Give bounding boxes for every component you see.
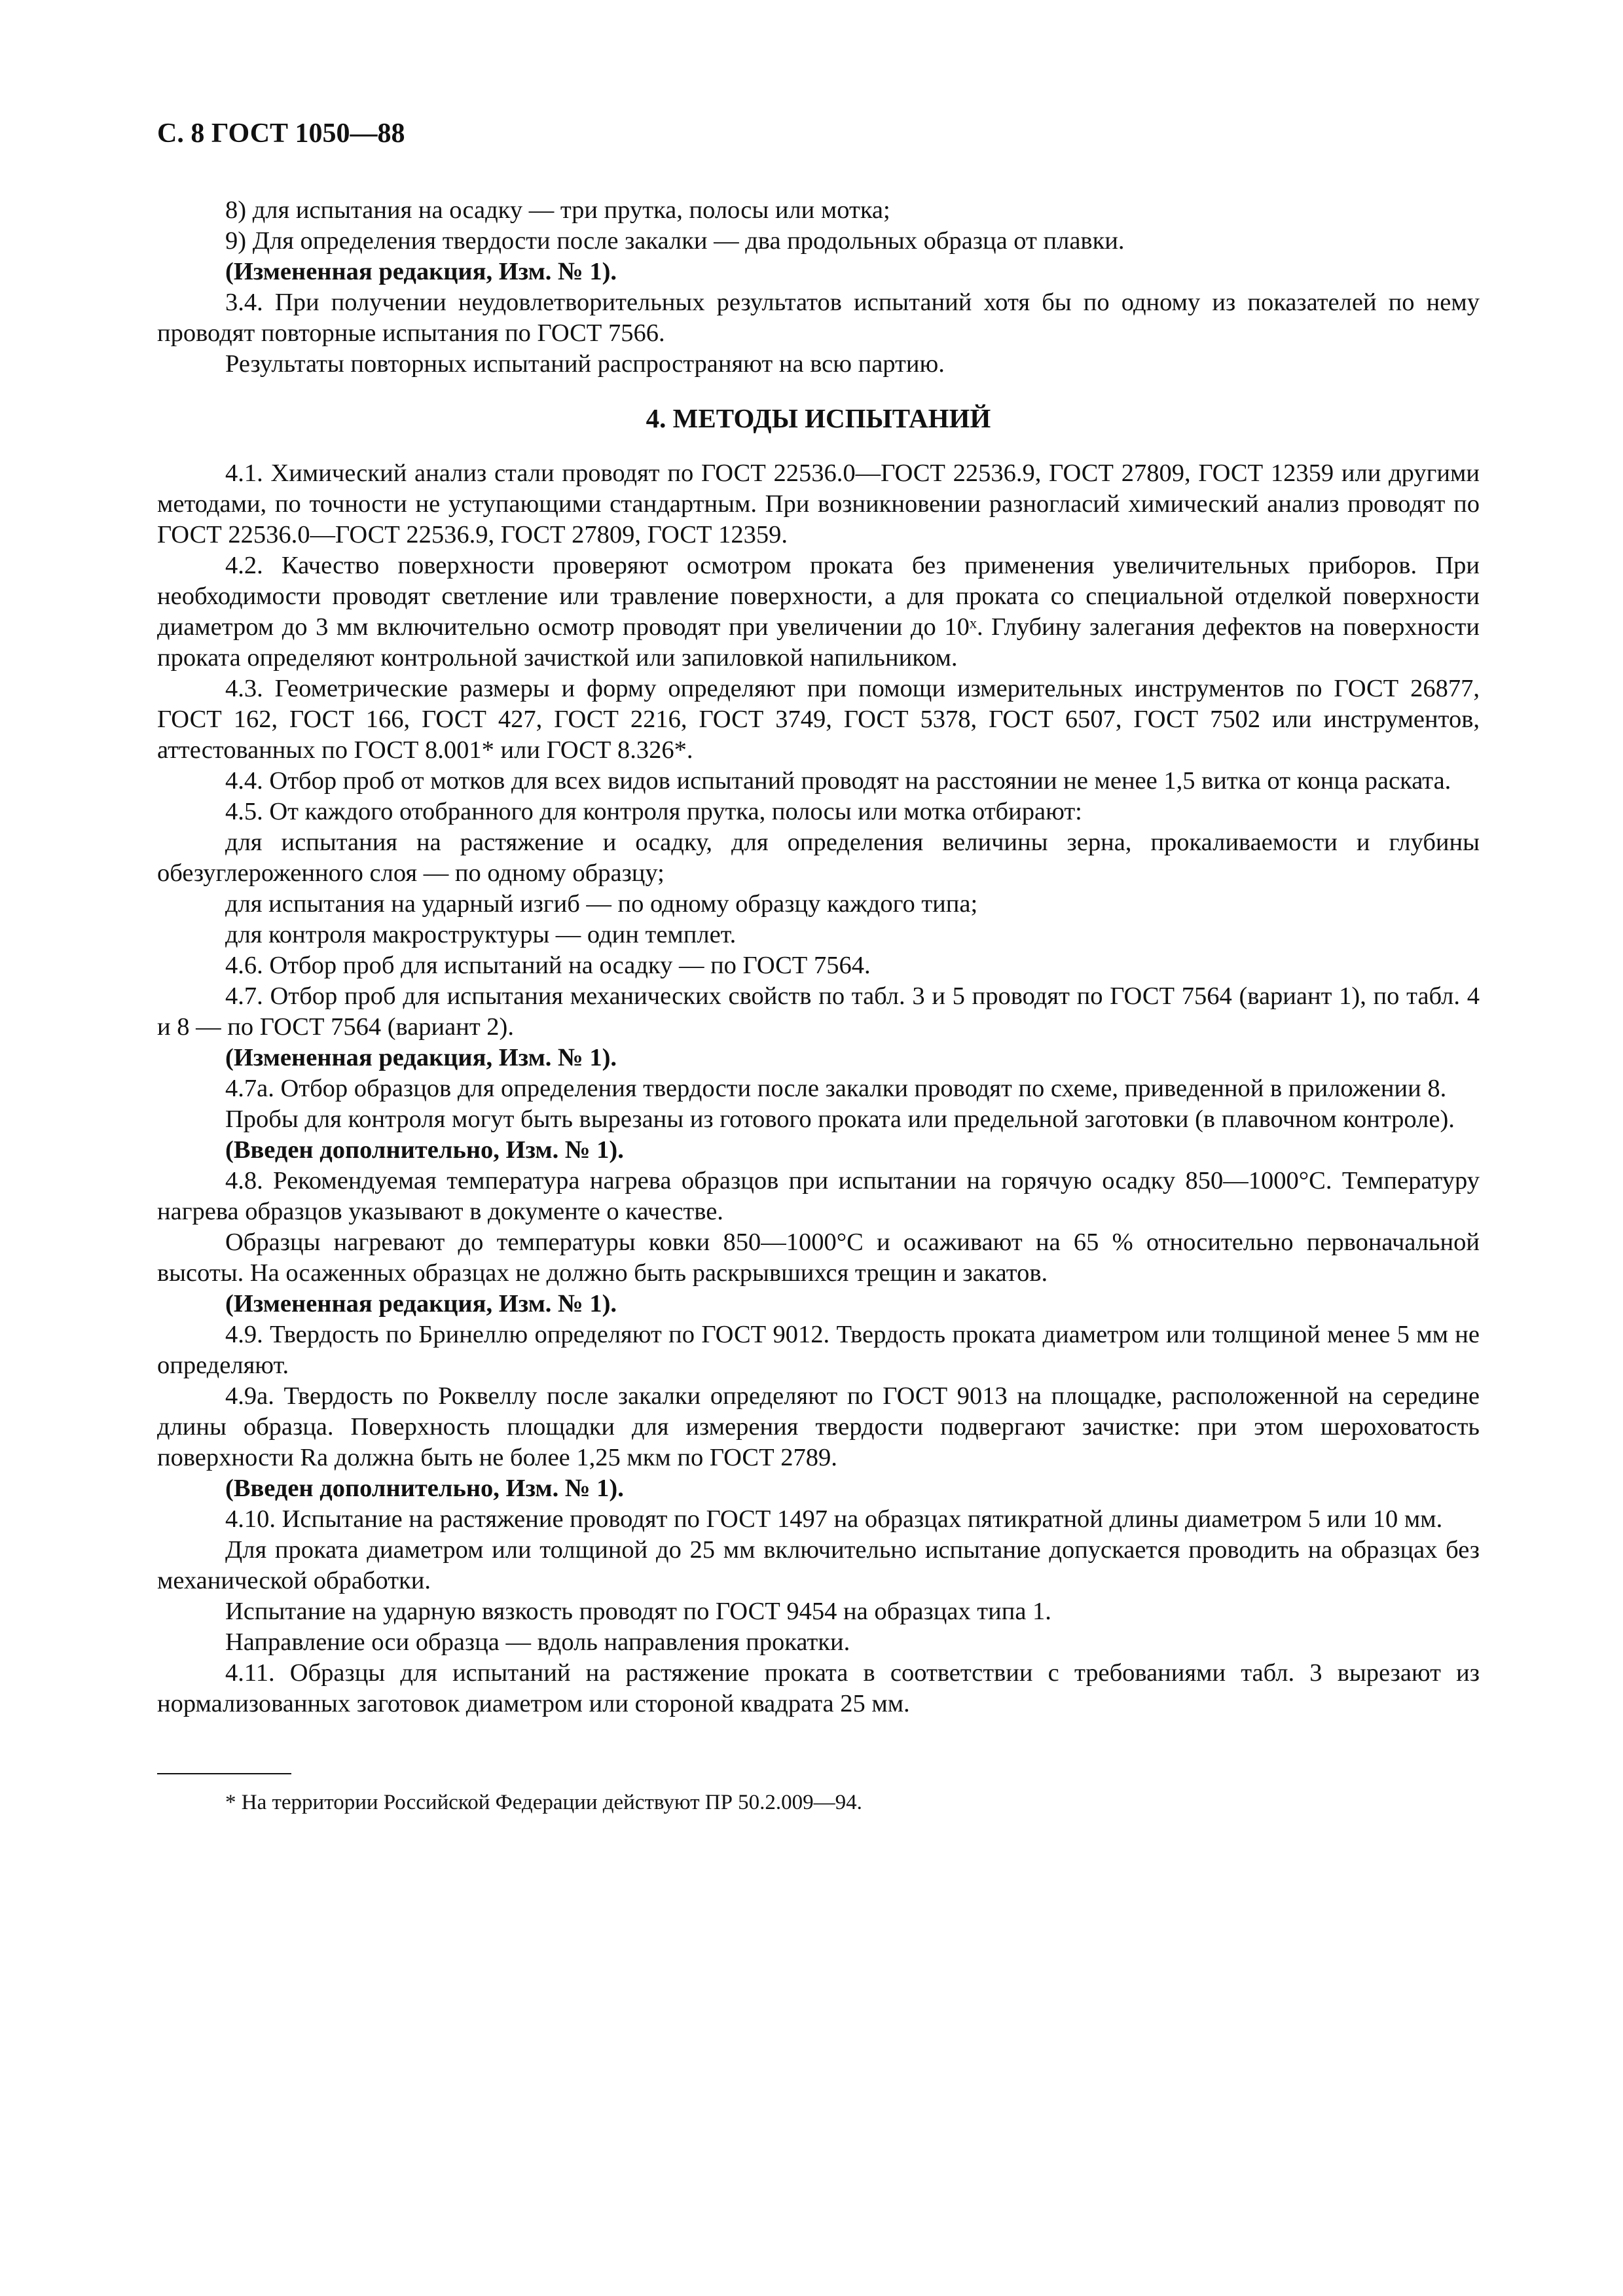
footnote-divider [157,1773,291,1774]
paragraph: 8) для испытания на осадку — три прутка, полосы или мотка; [225,196,890,224]
section-heading: 4. МЕТОДЫ ИСПЫТАНИЙ [646,403,991,433]
paragraph: 4.2. Качество поверхности проверяют осмотром проката без применения увеличительных приборов. При необходимости проводят светление или травление поверхности, а для проката со специальной отделкой поверхности диаметром до 3 мм включительно осмотр проводят при увеличении до 10ˣ. Глубину залегания дефектов на поверхности проката определяют контрольной зачисткой или запиловкой напильником. [157,552,1480,672]
paragraph: Результаты повторных испытаний распространяют на всю партию. [225,350,945,378]
page-header: С. 8 ГОСТ 1050—88 [157,118,405,149]
paragraph: 4.11. Образцы для испытаний на растяжение проката в соответствии с требованиями табл. 3 вырезают из нормализованных заготовок диаметром или стороной квадрата 25 мм. [157,1659,1480,1717]
paragraph: 4.7а. Отбор образцов для определения твердости после закалки проводят по схеме, приведенной в приложении 8. [225,1075,1447,1102]
paragraph: 4.9. Твердость по Бринеллю определяют по ГОСТ 9012. Твердость проката диаметром или толщиной менее 5 мм не определяют. [157,1321,1480,1379]
paragraph: 9) Для определения твердости после закалки — два продольных образца от плавки. [225,227,1125,255]
paragraph: 4.5. От каждого отобранного для контроля прутка, полосы или мотка отбирают: [225,798,1082,825]
footnote: * На территории Российской Федерации действуют ПР 50.2.009—94. [225,1791,862,1814]
paragraph: 4.10. Испытание на растяжение проводят по ГОСТ 1497 на образцах пятикратной длины диаметром 5 или 10 мм. [225,1505,1443,1533]
paragraph: 4.3. Геометрические размеры и форму определяют при помощи измерительных инструментов по ГОСТ 26877, ГОСТ 162, ГОСТ 166, ГОСТ 427, ГОСТ 2216, ГОСТ 3749, ГОСТ 5378, ГОСТ 6507, ГОСТ 7502 или инструментов, аттестованных по ГОСТ 8.001* или ГОСТ 8.326*. [157,675,1480,764]
paragraph: Направление оси образца — вдоль направления прокатки. [225,1628,850,1656]
paragraph: для контроля макроструктуры — один темплет. [225,921,737,948]
paragraph: Образцы нагревают до температуры ковки 850—1000°С и осаживают на 65 % относительно первоначальной высоты. На осаженных образцах не должно быть раскрывшихся трещин и закатов. [157,1229,1480,1287]
paragraph: 4.4. Отбор проб от мотков для всех видов испытаний проводят на расстоянии не менее 1,5 витка от конца раската. [225,767,1451,795]
paragraph: Для проката диаметром или толщиной до 25 мм включительно испытание допускается проводить на образцах без механической обработки. [157,1536,1480,1594]
paragraph: для испытания на растяжение и осадку, для определения величины зерна, прокаливаемости и глубины обезуглероженного слоя — по одному образцу; [157,829,1480,887]
paragraph: 3.4. При получении неудовлетворительных результатов испытаний хотя бы по одному из показателей по нему проводят повторные испытания по ГОСТ 7566. [157,289,1480,347]
document-page [157,118,1480,1816]
amendment-note: (Измененная редакция, Изм. № 1). [225,258,617,285]
paragraph: 4.1. Химический анализ стали проводят по ГОСТ 22536.0—ГОСТ 22536.9, ГОСТ 27809, ГОСТ 12359 или другими методами, по точности не уступающими стандартным. При возникновении разногласий химический анализ проводят по ГОСТ 22536.0—ГОСТ 22536.9, ГОСТ 27809, ГОСТ 12359. [157,459,1480,548]
paragraph: Пробы для контроля могут быть вырезаны из готового проката или предельной заготовки (в плавочном контроле). [225,1105,1455,1133]
paragraph: для испытания на ударный изгиб — по одному образцу каждого типа; [225,890,978,918]
main-text-block [157,458,1480,1719]
amendment-note: (Введен дополнительно, Изм. № 1). [225,1475,624,1502]
paragraph: 4.8. Рекомендуемая температура нагрева образцов при испытании на горячую осадку 850—1000°С. Температуру нагрева образцов указывают в документе о качестве. [157,1167,1480,1225]
paragraph: 4.9а. Твердость по Роквеллу после закалки определяют по ГОСТ 9013 на площадке, расположенной на середине длины образца. Поверхность площадки для измерения твердости подвергают зачистке: при этом шероховатость поверхности Ra должна быть не более 1,25 мкм по ГОСТ 2789. [157,1382,1480,1471]
amendment-note: (Введен дополнительно, Изм. № 1). [225,1136,624,1164]
paragraph: Испытание на ударную вязкость проводят по ГОСТ 9454 на образцах типа 1. [225,1598,1051,1625]
amendment-note: (Измененная редакция, Изм. № 1). [225,1290,617,1318]
amendment-note: (Измененная редакция, Изм. № 1). [225,1044,617,1071]
paragraph: 4.6. Отбор проб для испытаний на осадку — по ГОСТ 7564. [225,952,871,979]
paragraph: 4.7. Отбор проб для испытания механических свойств по табл. 3 и 5 проводят по ГОСТ 7564 (вариант 1), по табл. 4 и 8 — по ГОСТ 7564 (вариант 2). [157,982,1480,1041]
top-text-block [157,195,1480,380]
